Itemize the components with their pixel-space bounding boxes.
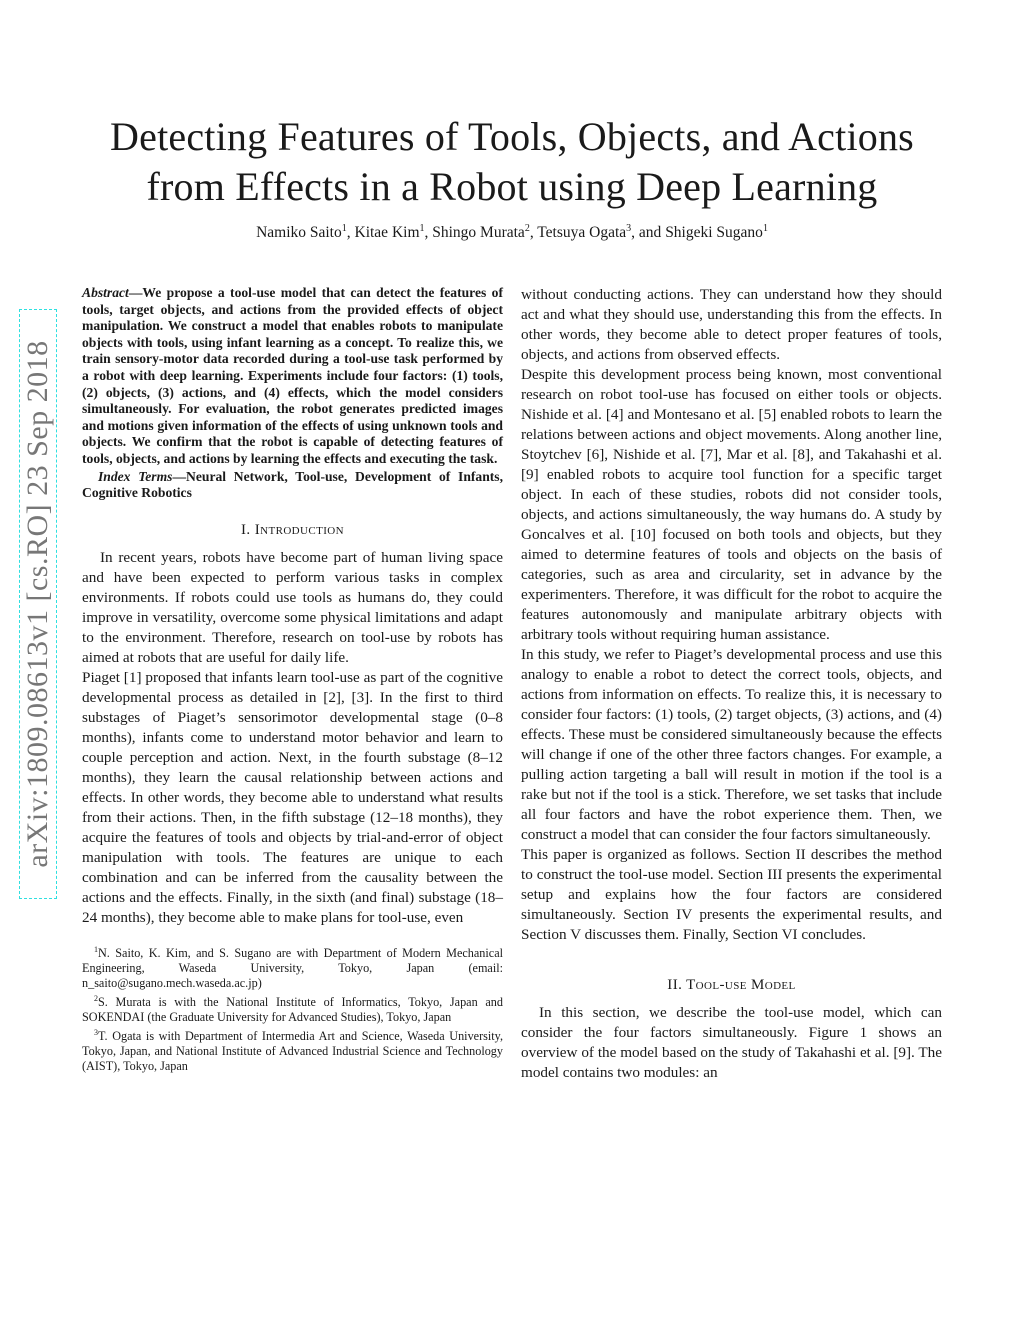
- section-heading-introduction: I. Introduction: [241, 521, 344, 538]
- footnote-text: T. Ogata is with Department of Intermedia Art and Science, Waseda University, Tokyo, Japan, and National Institute of Advanced Industrial Science and Technology (AIST), Tokyo, Japan: [82, 1028, 503, 1073]
- author-list: [60, 223, 964, 242]
- title-line-1: Detecting Features of Tools, Objects, and Actions: [110, 114, 914, 159]
- title-line-2: from Effects in a Robot using Deep Learning: [146, 164, 878, 209]
- footnotes: [82, 942, 503, 1074]
- index-terms-text: —Neural Network, Tool-use, Development of Infants, Cognitive Robotics: [82, 468, 503, 501]
- author-separator: ,: [346, 224, 355, 242]
- model-paragraph-1: In this section, we describe the tool-use model, which can consider the four factors simultaneously. Figure 1 shows an overview of the model based on the study of Takahashi et al. [9]. The model contains two modules: an: [521, 1004, 942, 1081]
- arxiv-stamp[interactable]: arXiv:1809.08613v1 [cs.RO] 23 Sep 2018: [14, 304, 62, 904]
- right-column: [521, 285, 942, 1083]
- footnote-mark: 2: [94, 993, 98, 1003]
- affiliation-mark: 1: [341, 223, 347, 234]
- right-paragraph-1: without conducting actions. They can understand how they should act and what they should use, understanding this from the effects. In other words, they become able to detect proper features of tools, objects, and actions from observed effects.: [521, 286, 942, 363]
- footnote-mark: 1: [94, 944, 98, 954]
- footnote-2: [82, 991, 503, 1025]
- author-name: Tetsuya Ogata: [537, 224, 627, 242]
- abstract: [82, 285, 503, 502]
- author-separator: , and: [631, 224, 666, 242]
- footnote-1: [82, 942, 503, 991]
- section-heading-tool-use-model: II. Tool-use Model: [667, 977, 796, 993]
- affiliation-mark: 1: [762, 223, 768, 234]
- author-name: Shingo Murata: [432, 224, 525, 242]
- author-name: Kitae Kim: [354, 224, 420, 242]
- abstract-lead: Abstract: [82, 285, 129, 300]
- footnote-mark: 3: [94, 1027, 98, 1037]
- intro-paragraph-1: In recent years, robots have become part of human living space and have been expected to perform various tasks in complex environments. If robots could use tools as humans do, they could improve in versatility, overcome some physical limitations and adapt to the environment. Therefore, research on tool-use by robots has aimed at robots that are useful for daily life.: [82, 548, 503, 666]
- affiliation-mark: 3: [626, 223, 632, 234]
- affiliation-mark: 1: [419, 223, 425, 234]
- right-paragraph-4: This paper is organized as follows. Section II describes the method to construct the tool-use model. Section III presents the experimental setup and explains how the four factors are considered simultaneously. Section IV presents the experimental results, and Section V discusses them. Finally, Section VI concludes.: [521, 846, 942, 943]
- paper-title: [60, 112, 964, 212]
- affiliation-mark: 2: [524, 223, 530, 234]
- index-terms-lead: Index Terms: [98, 468, 173, 484]
- left-column: [82, 285, 503, 1074]
- author-name: Shigeki Sugano: [665, 224, 763, 242]
- right-paragraph-3: In this study, we refer to Piaget’s developmental process and use this analogy to enable a robot to detect the correct tools, objects, and actions from information on effects. To realize this, it is necessary to consider four factors: (1) tools, (2) target objects, (3) actions, and (4) effects. These must be considered simultaneously because the effects will change if one of the other three factors changes. For example, a pulling action targeting a ball will result in motion if the tool is a rake but not if the tool is a stick. Therefore, we set tasks that include all four factors and have the robot experience them. Then, we construct a model that can consider the four factors simultaneously.: [521, 646, 942, 843]
- author-separator: ,: [424, 224, 433, 242]
- abstract-text: —We propose a tool-use model that can detect the features of tools, target objects, and actions from the provided effects of object manipulation. We construct a model that enables robots to manipulate objects with tools, using infant learning as a concept. To realize this, we train sensory-motor data recorded during a tool-use task performed by a robot with deep learning. Experiments include four factors: (1) tools, (2) objects, (3) actions, and (4) effects, which the model considers simultaneously. For evaluation, the robot generates predicted images and motions given information of the effects of using unknown tools and objects. We confirm that the robot is capable of detecting features of tools, objects, and actions by learning the effects and executing the task.: [82, 285, 503, 466]
- footnote-3: [82, 1025, 503, 1074]
- right-paragraph-2: Despite this development process being known, most conventional research on robot tool-use has focused on either tools or objects. Nishide et al. [4] and Montesano et al. [5] enabled robots to learn the relations between actions and object movements. Along another line, Stoytchev [6], Nishide et al. [7], Mar et al. [8], and Takahashi et al. [9] enabled robots to acquire tool function for a specific target object. In each of these studies, robots did not consider tools, objects, and actions simultaneously, the way humans do. A study by Goncalves et al. [10] focused on both tools and objects, but they aimed to determine features of tools and objects on the basis of categories, such as area and circularity, set in advance by the experimenters. Therefore, it was difficult for the robot to acquire the features autonomously and manipulate arbitrary objects with arbitrary tools without requiring human assistance.: [521, 366, 942, 643]
- footnote-text: S. Murata is with the National Institute of Informatics, Tokyo, Japan and SOKENDAI (the Graduate University for Advanced Studies), Tokyo, Japan: [82, 994, 503, 1024]
- intro-paragraph-2: Piaget [1] proposed that infants learn tool-use as part of the cognitive developmental process as detailed in [2], [3]. In the first to third substages of Piaget’s sensorimotor developmental stage (0–8 months), infants come to understand motor behavior and learn to couple perception and action. Next, in the fourth substage (8–12 months), they learn the causal relationship between actions and effects. In other words, they become able to understand what results from their actions. Then, in the fifth substage (12–18 months), they acquire the features of tools and objects by trial-and-error of object manipulation with tools. The features are unique to each combination and can be inferred from the causality between the actions and the effects. Finally, in the sixth (and final) substage (18–24 months), they become able to make plans for tool-use, even: [82, 668, 503, 926]
- footnote-text: N. Saito, K. Kim, and S. Sugano are with Department of Modern Mechanical Engineering, Waseda University, Tokyo, Japan (email: n_saito@sugano.mech.waseda.ac.jp): [82, 945, 503, 990]
- author-separator: ,: [529, 224, 538, 242]
- author-name: Namiko Saito: [256, 224, 342, 242]
